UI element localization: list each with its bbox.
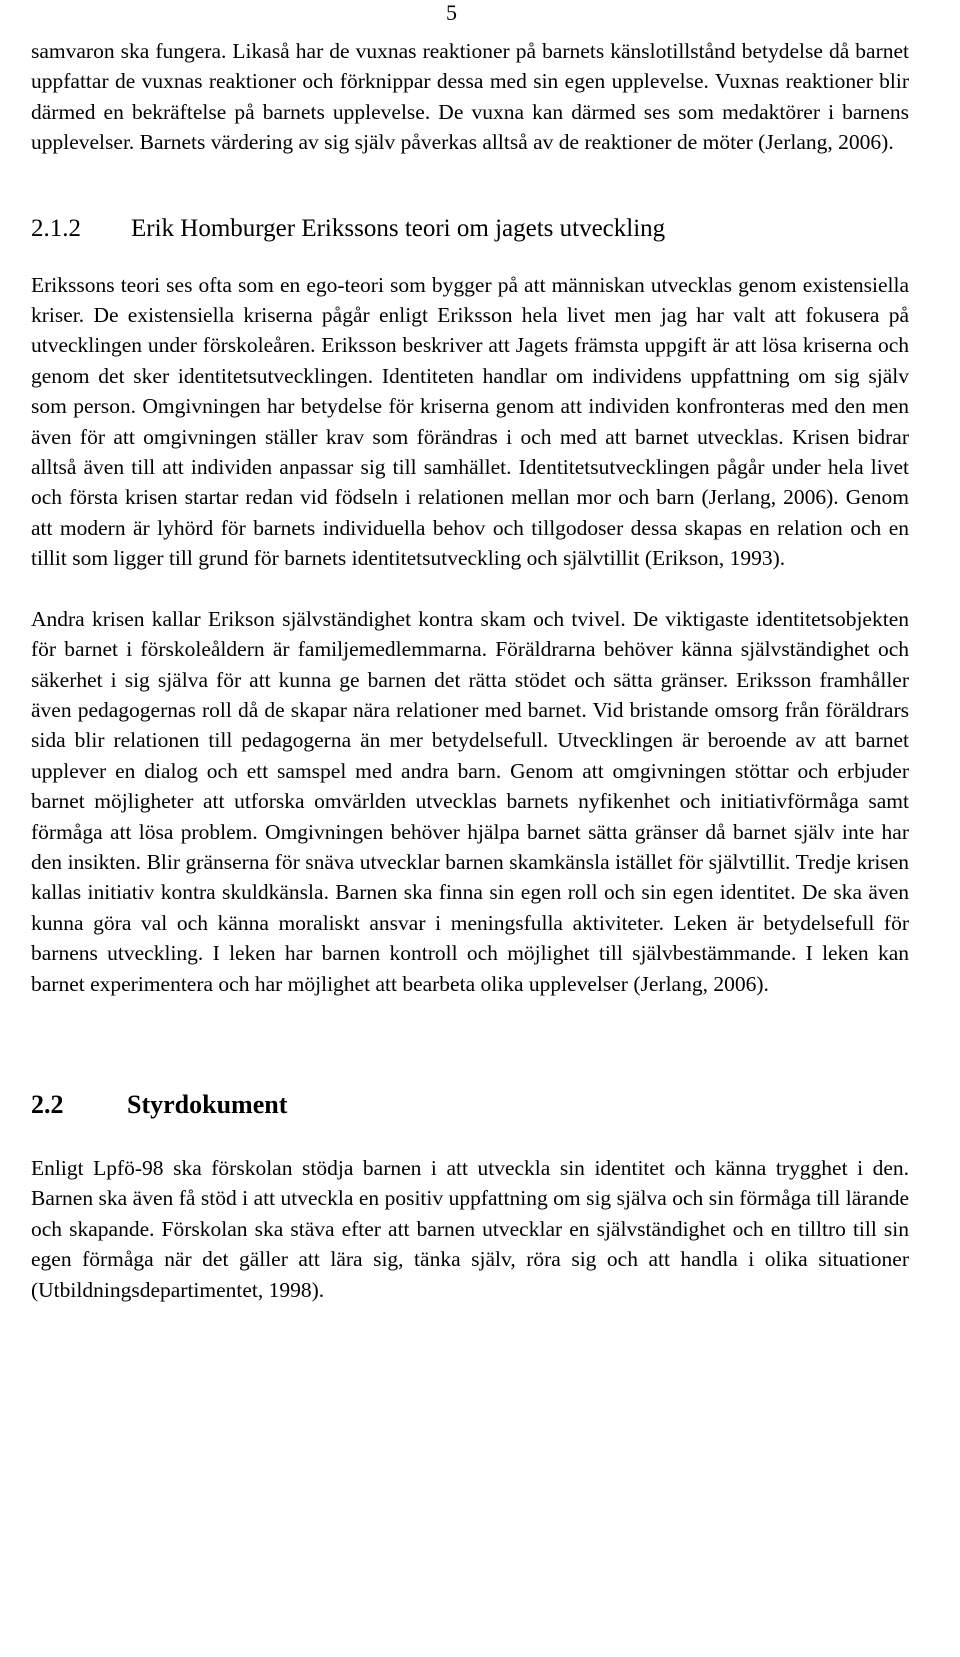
paragraph-second-crisis: Andra krisen kallar Erikson självständighet kontra skam och tvivel. De viktigaste identitetsobjekten för barnet i förskoleåldern är familjemedlemmarna. Föräldrarna behöver känna självständighet och säkerhet i sig själva för att kunna ge barnen det rätta stödet och sätta gränser. Eriksson framhåller även pedagogernas roll då de skapar nära relationer med barnet. Vid bristande omsorg från föräldrars sida blir relationen till pedagogerna än mer betydelsefull. Utvecklingen är beroende av att barnet upplever en dialog och ett samspel med andra barn. Genom att omgivningen stöttar och erbjuder barnet möjligheter att utforska omvärlden utvecklas barnets nyfikenhet och initiativförmåga samt förmåga att lösa problem. Omgivningen behöver hjälpa barnet sätta gränser då barnet själv inte har den insikten. Blir gränserna för snäva utvecklar barnen skamkänsla istället för självtillit. Tredje krisen kallas initiativ kontra skuldkänsla. Barnen ska finna sin egen roll och sin egen identitet. De ska även kunna göra val och känna moraliskt ansvar i meningsfulla aktiviteter. Leken är betydelsefull för barnens utveckling. I leken har barnen kontroll och möjlighet till självbestämmande. I leken kan barnet experimentera och har möjlighet att bearbeta olika upplevelser (Jerlang, 2006).: [31, 606, 909, 996]
paragraph-intro: samvaron ska fungera. Likaså har de vuxnas reaktioner på barnets känslotillstånd betydelse då barnet uppfattar de vuxnas reaktioner och förknippar dessa med sin egen upplevelse. Vuxnas reaktioner blir därmed en bekräftelse på barnets upplevelse. De vuxna kan därmed ses som medaktörer i barnens upplevelser. Barnets värdering av sig själv påverkas alltså av de reaktioner de möter (Jerlang, 2006).: [31, 39, 909, 155]
heading-section-2-2: [31, 1089, 909, 1121]
heading-number: 2.2: [31, 1089, 64, 1119]
heading-title: Styrdokument: [127, 1089, 288, 1119]
document-body: [31, 36, 909, 1305]
heading-title: Erik Homburger Erikssons teori om jagets utveckling: [131, 214, 666, 242]
paragraph-styrdokument: Enligt Lpfö-98 ska förskolan stödja barnen i att utveckla sin identitet och känna trygghet i den. Barnen ska även få stöd i att utveckla en positiv uppfattning om sig själva och sin förmåga till lärande och skapande. Förskolan ska stäva efter att barnen utvecklar en självständighet och en tilltro till sin egen förmåga när det gäller att lära sig, tänka själv, röra sig och att handla i olika situationer (Utbildningsdepartimentet, 1998).: [31, 1155, 909, 1302]
heading-number: 2.1.2: [31, 214, 81, 242]
paragraph-eriksson-theory: Erikssons teori ses ofta som en ego-teori som bygger på att människan utvecklas genom existensiella kriser. De existensiella kriserna pågår enligt Eriksson hela livet men jag har valt att fokusera på utvecklingen under förskoleåren. Eriksson beskriver att Jagets främsta uppgift är att lösa kriserna och genom det sker identitetsutvecklingen. Identiteten handlar om individens uppfattning om sig själv som person. Omgivningen har betydelse för kriserna genom att individen konfronteras med den men även för att omgivningen ställer krav som förändras i och med att barnet utvecklas. Krisen bidrar alltså även till att individen anpassar sig till samhället. Identitetsutvecklingen pågår under hela livet och första krisen startar redan vid födseln i relationen mellan mor och barn (Jerlang, 2006). Genom att modern är lyhörd för barnets individuella behov och tillgodoser dessa skapas en relation och en tillit som ligger till grund för barnets identitetsutveckling och självtillit (Erikson, 1993).: [31, 272, 909, 571]
page-number: 5: [446, 0, 457, 25]
heading-section-2-1-2: [31, 214, 909, 244]
